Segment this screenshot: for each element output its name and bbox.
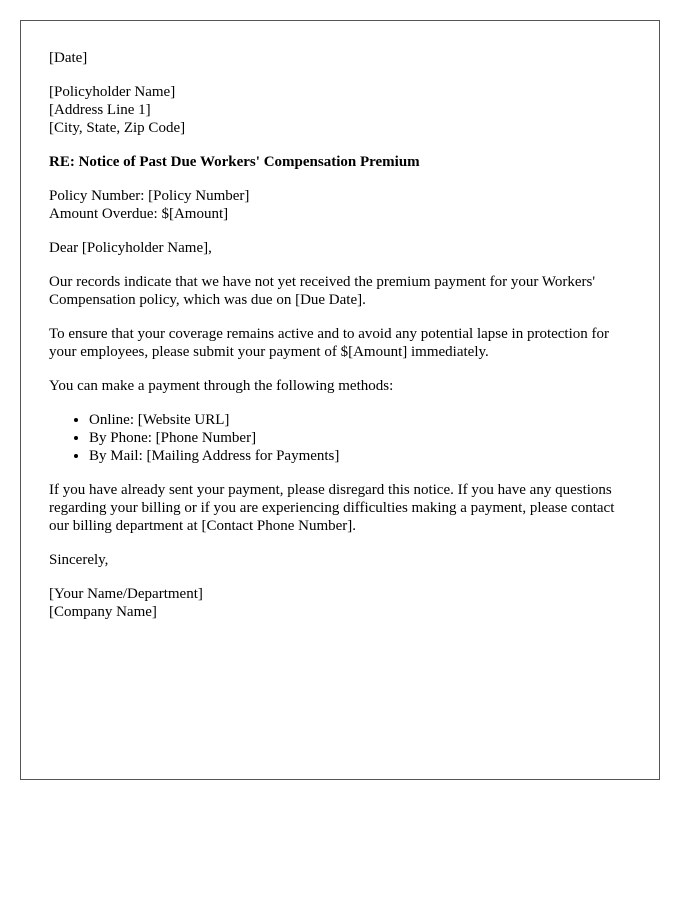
letter-date: [Date] (49, 50, 88, 66)
amount-overdue: Amount Overdue: $[Amount] (49, 206, 229, 222)
subject-line: RE: Notice of Past Due Workers' Compensation Premium (49, 154, 420, 170)
payment-method-online: • Online: [Website URL] (89, 411, 631, 429)
recipient-city-state-zip: [City, State, Zip Code] (49, 120, 186, 136)
recipient-name: [Policyholder Name] (49, 84, 176, 100)
paragraph-coverage: To ensure that your coverage remains active and to avoid any potential lapse in protection for your employees, please submit your payment of $[Amount] immediately. (49, 326, 610, 360)
closing-paragraph: If you have already sent your payment, please disregard this notice. If you have any questions regarding your billing or if you are experiencing difficulties making a payment, please contact our billing department at [Contact Phone Number]. (49, 482, 615, 534)
payment-methods-list (49, 411, 631, 465)
signature-block (49, 585, 631, 621)
signature-company: [Company Name] (49, 604, 157, 620)
salutation: Dear [Policyholder Name], (49, 240, 212, 256)
policy-details (49, 187, 631, 223)
letter-page (20, 20, 660, 780)
policy-number: Policy Number: [Policy Number] (49, 188, 250, 204)
payment-method-phone: • By Phone: [Phone Number] (89, 429, 631, 447)
paragraph-records: Our records indicate that we have not yet received the premium payment for your Workers' Compensation policy, which was due on [Due Date]. (49, 274, 596, 308)
paragraph-payment-intro: You can make a payment through the following methods: (49, 378, 394, 394)
signature-name-department: [Your Name/Department] (49, 586, 203, 602)
sign-off: Sincerely, (49, 552, 109, 568)
recipient-address-line-1: [Address Line 1] (49, 102, 151, 118)
recipient-address (49, 83, 631, 137)
payment-method-mail: • By Mail: [Mailing Address for Payments] (89, 447, 631, 465)
